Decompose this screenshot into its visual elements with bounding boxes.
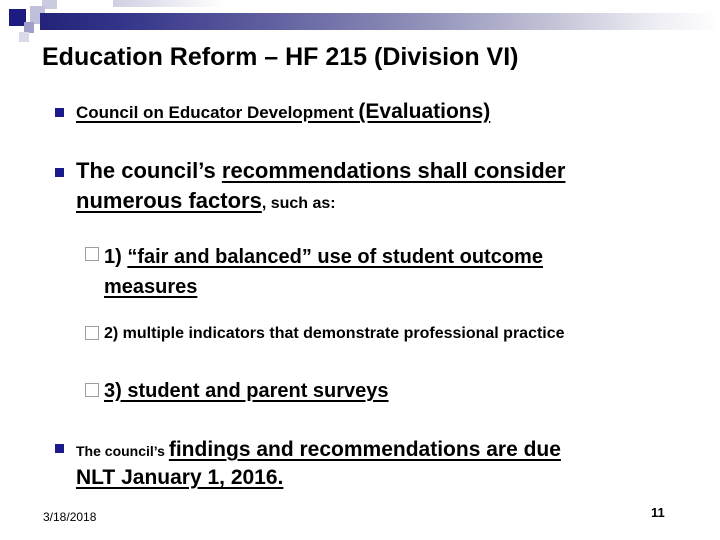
bullet-line: [76, 437, 561, 465]
sub-bullet-item-2: [85, 324, 700, 344]
bullet-line: [104, 273, 543, 303]
square-bullet-icon: [55, 168, 64, 177]
bullet-text-segment: “fair and balanced” use of student outcome: [127, 246, 543, 268]
square-bullet-icon: [55, 444, 64, 453]
checkbox-bullet-icon: [85, 247, 99, 261]
decor-gradient-bar: [40, 13, 720, 30]
slide-page-number: 11: [651, 505, 665, 520]
bullet-line: [76, 157, 565, 187]
bullet-text-segment: 2) multiple indicators that demonstrate professional practice: [104, 325, 565, 342]
bullet-item-recommendations: [55, 157, 695, 217]
sub-bullet-item-3: [85, 379, 700, 405]
checkbox-bullet-icon: [85, 383, 99, 397]
decor-top-strip: [113, 0, 223, 7]
bullet-text-segment: 3) student and parent surveys: [104, 380, 389, 402]
bullet-text-segment: findings and recommendations are due: [168, 438, 561, 461]
bullet-line: [76, 465, 561, 493]
bullet-text: [104, 243, 543, 303]
bullet-line: [76, 187, 565, 217]
bullet-line: [104, 243, 543, 273]
slide-title: Education Reform – HF 215 (Division VI): [42, 43, 519, 71]
bullet-text: [104, 324, 565, 344]
decor-square-icon: [19, 32, 29, 42]
sub-bullet-item-1: [85, 243, 700, 303]
bullet-item-council: [55, 100, 695, 126]
bullet-text: [76, 437, 561, 493]
bullet-text: [76, 157, 565, 217]
bullet-text-segment: , such as:: [261, 195, 336, 212]
bullet-text-segment: NLT January 1, 2016.: [76, 466, 284, 489]
bullet-text: [104, 379, 389, 405]
bullet-text-segment: recommendations shall consider: [221, 158, 566, 183]
bullet-text: [76, 100, 490, 126]
bullet-text-segment: measures: [104, 276, 198, 298]
bullet-text-segment: numerous factors: [76, 188, 262, 213]
bullet-item-findings: [55, 437, 695, 493]
bullet-text-segment: The council’s: [76, 443, 169, 459]
bullet-text-segment: 1): [104, 246, 128, 268]
square-bullet-icon: [55, 108, 64, 117]
bullet-text-segment: The council’s: [76, 158, 222, 183]
checkbox-bullet-icon: [85, 326, 99, 340]
bullet-text-segment: (Evaluations): [358, 100, 491, 123]
bullet-text-segment: Council on Educator Development: [76, 103, 359, 122]
slide-date: 3/18/2018: [43, 510, 97, 524]
